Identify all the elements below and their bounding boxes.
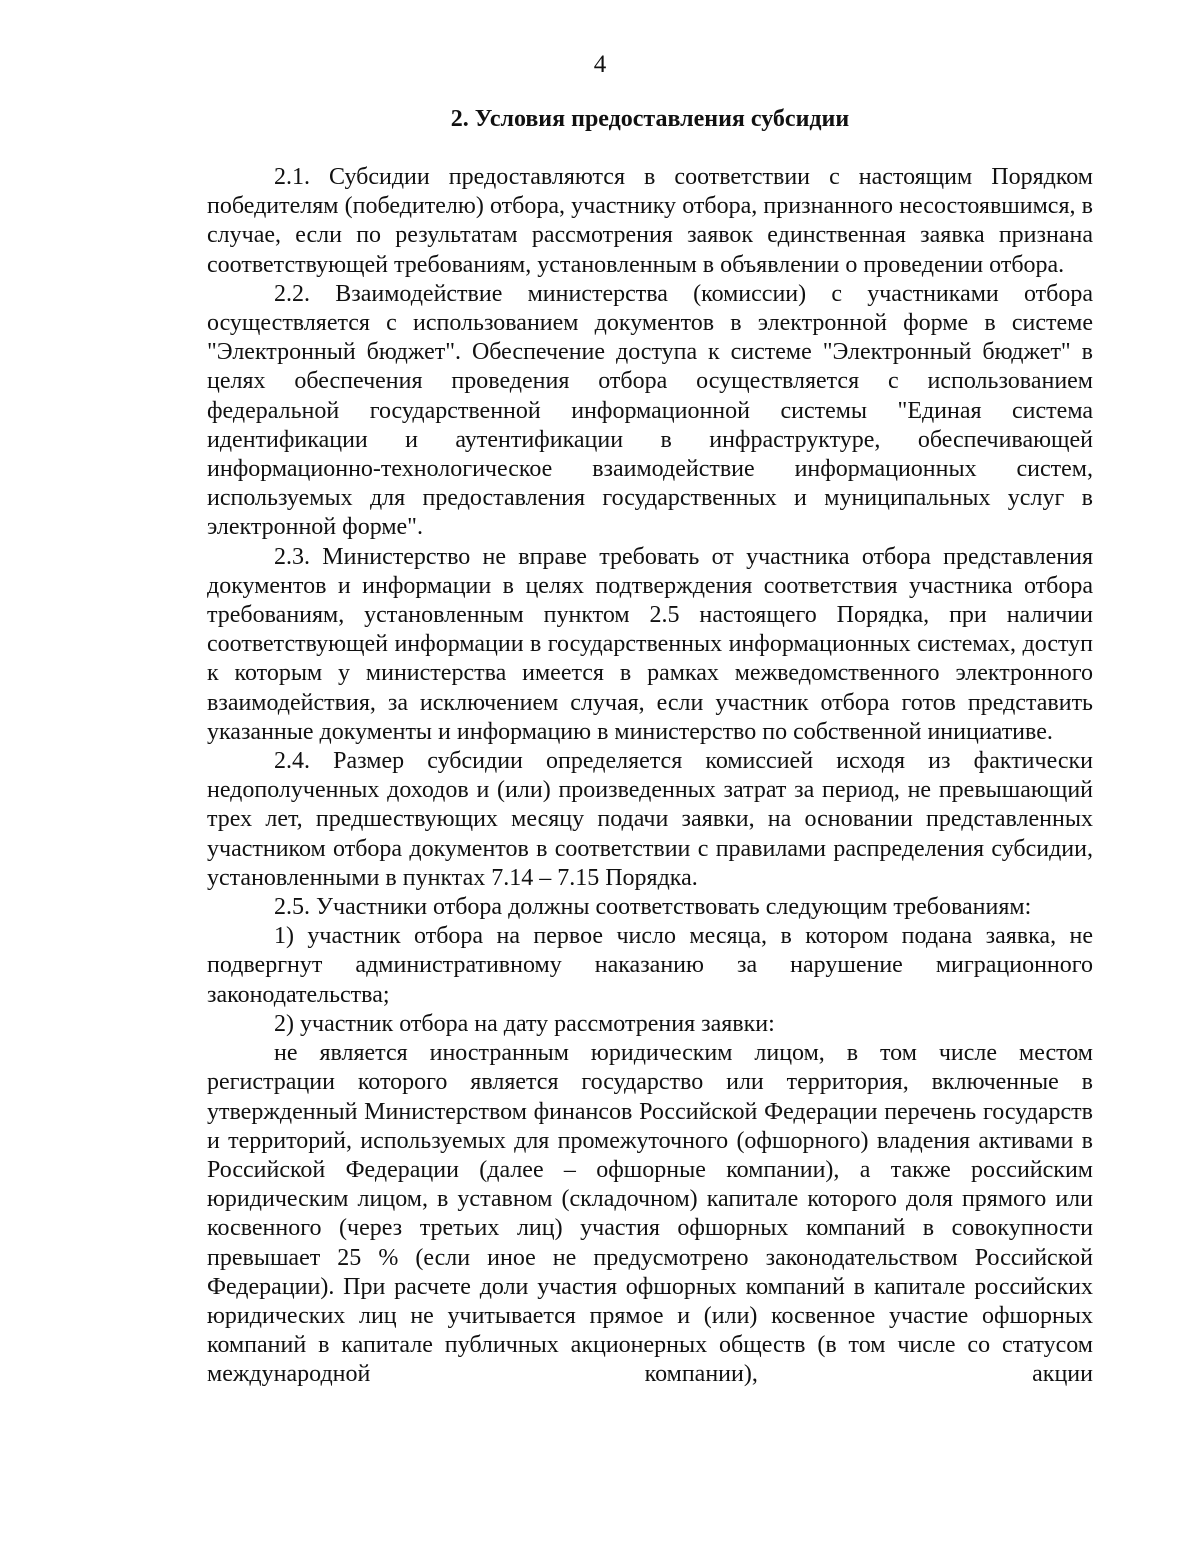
paragraph-offshore: не является иностранным юридическим лицом, в том числе местом регистрации которого является государство или территория, включенные в утвержденный Министерством финансов Российской Федерации перечень государств и территорий, используемых для промежуточного (офшорного) владения активами в Российской Федерации (далее – офшорные компании), а также российским юридическим лицом, в уставном (складочном) капитале которого доля прямого или косвенного (через третьих лиц) участия офшорных компаний в совокупности превышает 25 % (если иное не предусмотрено законодательством Российской Федерации). При расчете доли участия офшорных компаний в капитале российских юридических лиц не учитывается прямое и (или) косвенное участие офшорных компаний в капитале публичных акционерных обществ (в том числе со статусом международной компании), акции	[207, 1040, 1093, 1388]
paragraph-item-1: 1) участник отбора на первое число месяца, в котором подана заявка, не подвергнут административному наказанию за нарушение миграционного законодательства;	[207, 923, 1093, 1008]
paragraph-2-2: 2.2. Взаимодействие министерства (комиссии) с участниками отбора осуществляется с использованием документов в электронной форме в системе "Электронный бюджет". Обеспечение доступа к системе "Электронный бюджет" в целях обеспечения проведения отбора осуществляется с использованием федеральной государственной информационной системы "Единая система идентификации и аутентификации в инфраструктуре, обеспечивающей информационно-технологическое взаимодействие информационных систем, используемых для предоставления государственных и муниципальных услуг в электронной форме".	[207, 280, 1093, 541]
paragraph-2-5: 2.5. Участники отбора должны соответствовать следующим требованиям:	[274, 894, 1032, 921]
paragraph-2-3: 2.3. Министерство не вправе требовать от участника отбора представления документов и информации в целях подтверждения соответствия участника отбора требованиям, установленным пунктом 2.5 настоящего Порядка, при наличии соответствующей информации в государственных информационных системах, доступ к которым у министерства имеется в рамках межведомственного электронного взаимодействия, за исключением случая, если участник отбора готов представить указанные документы и информацию в министерство по собственной инициативе.	[207, 543, 1093, 745]
document-body	[207, 163, 1093, 1390]
page-number: 4	[593, 51, 607, 78]
section-title: 2. Условия предоставления субсидии	[450, 106, 850, 132]
paragraph-2-1: 2.1. Субсидии предоставляются в соответствии с настоящим Порядком победителям (победителю) отбора, участнику отбора, признанного несостоявшимся, в случае, если по результатам рассмотрения заявок единственная заявка признана соответствующей требованиям, установленным в объявлении о проведении отбора.	[207, 164, 1093, 278]
paragraph-2-4: 2.4. Размер субсидии определяется комиссией исходя из фактически недополученных доходов и (или) произведенных затрат за период, не превышающий трех лет, предшествующих месяцу подачи заявки, на основании представленных участником отбора документов в соответствии с правилами распределения субсидии, установленными в пунктах 7.14 – 7.15 Порядка.	[207, 748, 1093, 891]
paragraph-item-2: 2) участник отбора на дату рассмотрения заявки:	[274, 1010, 775, 1037]
